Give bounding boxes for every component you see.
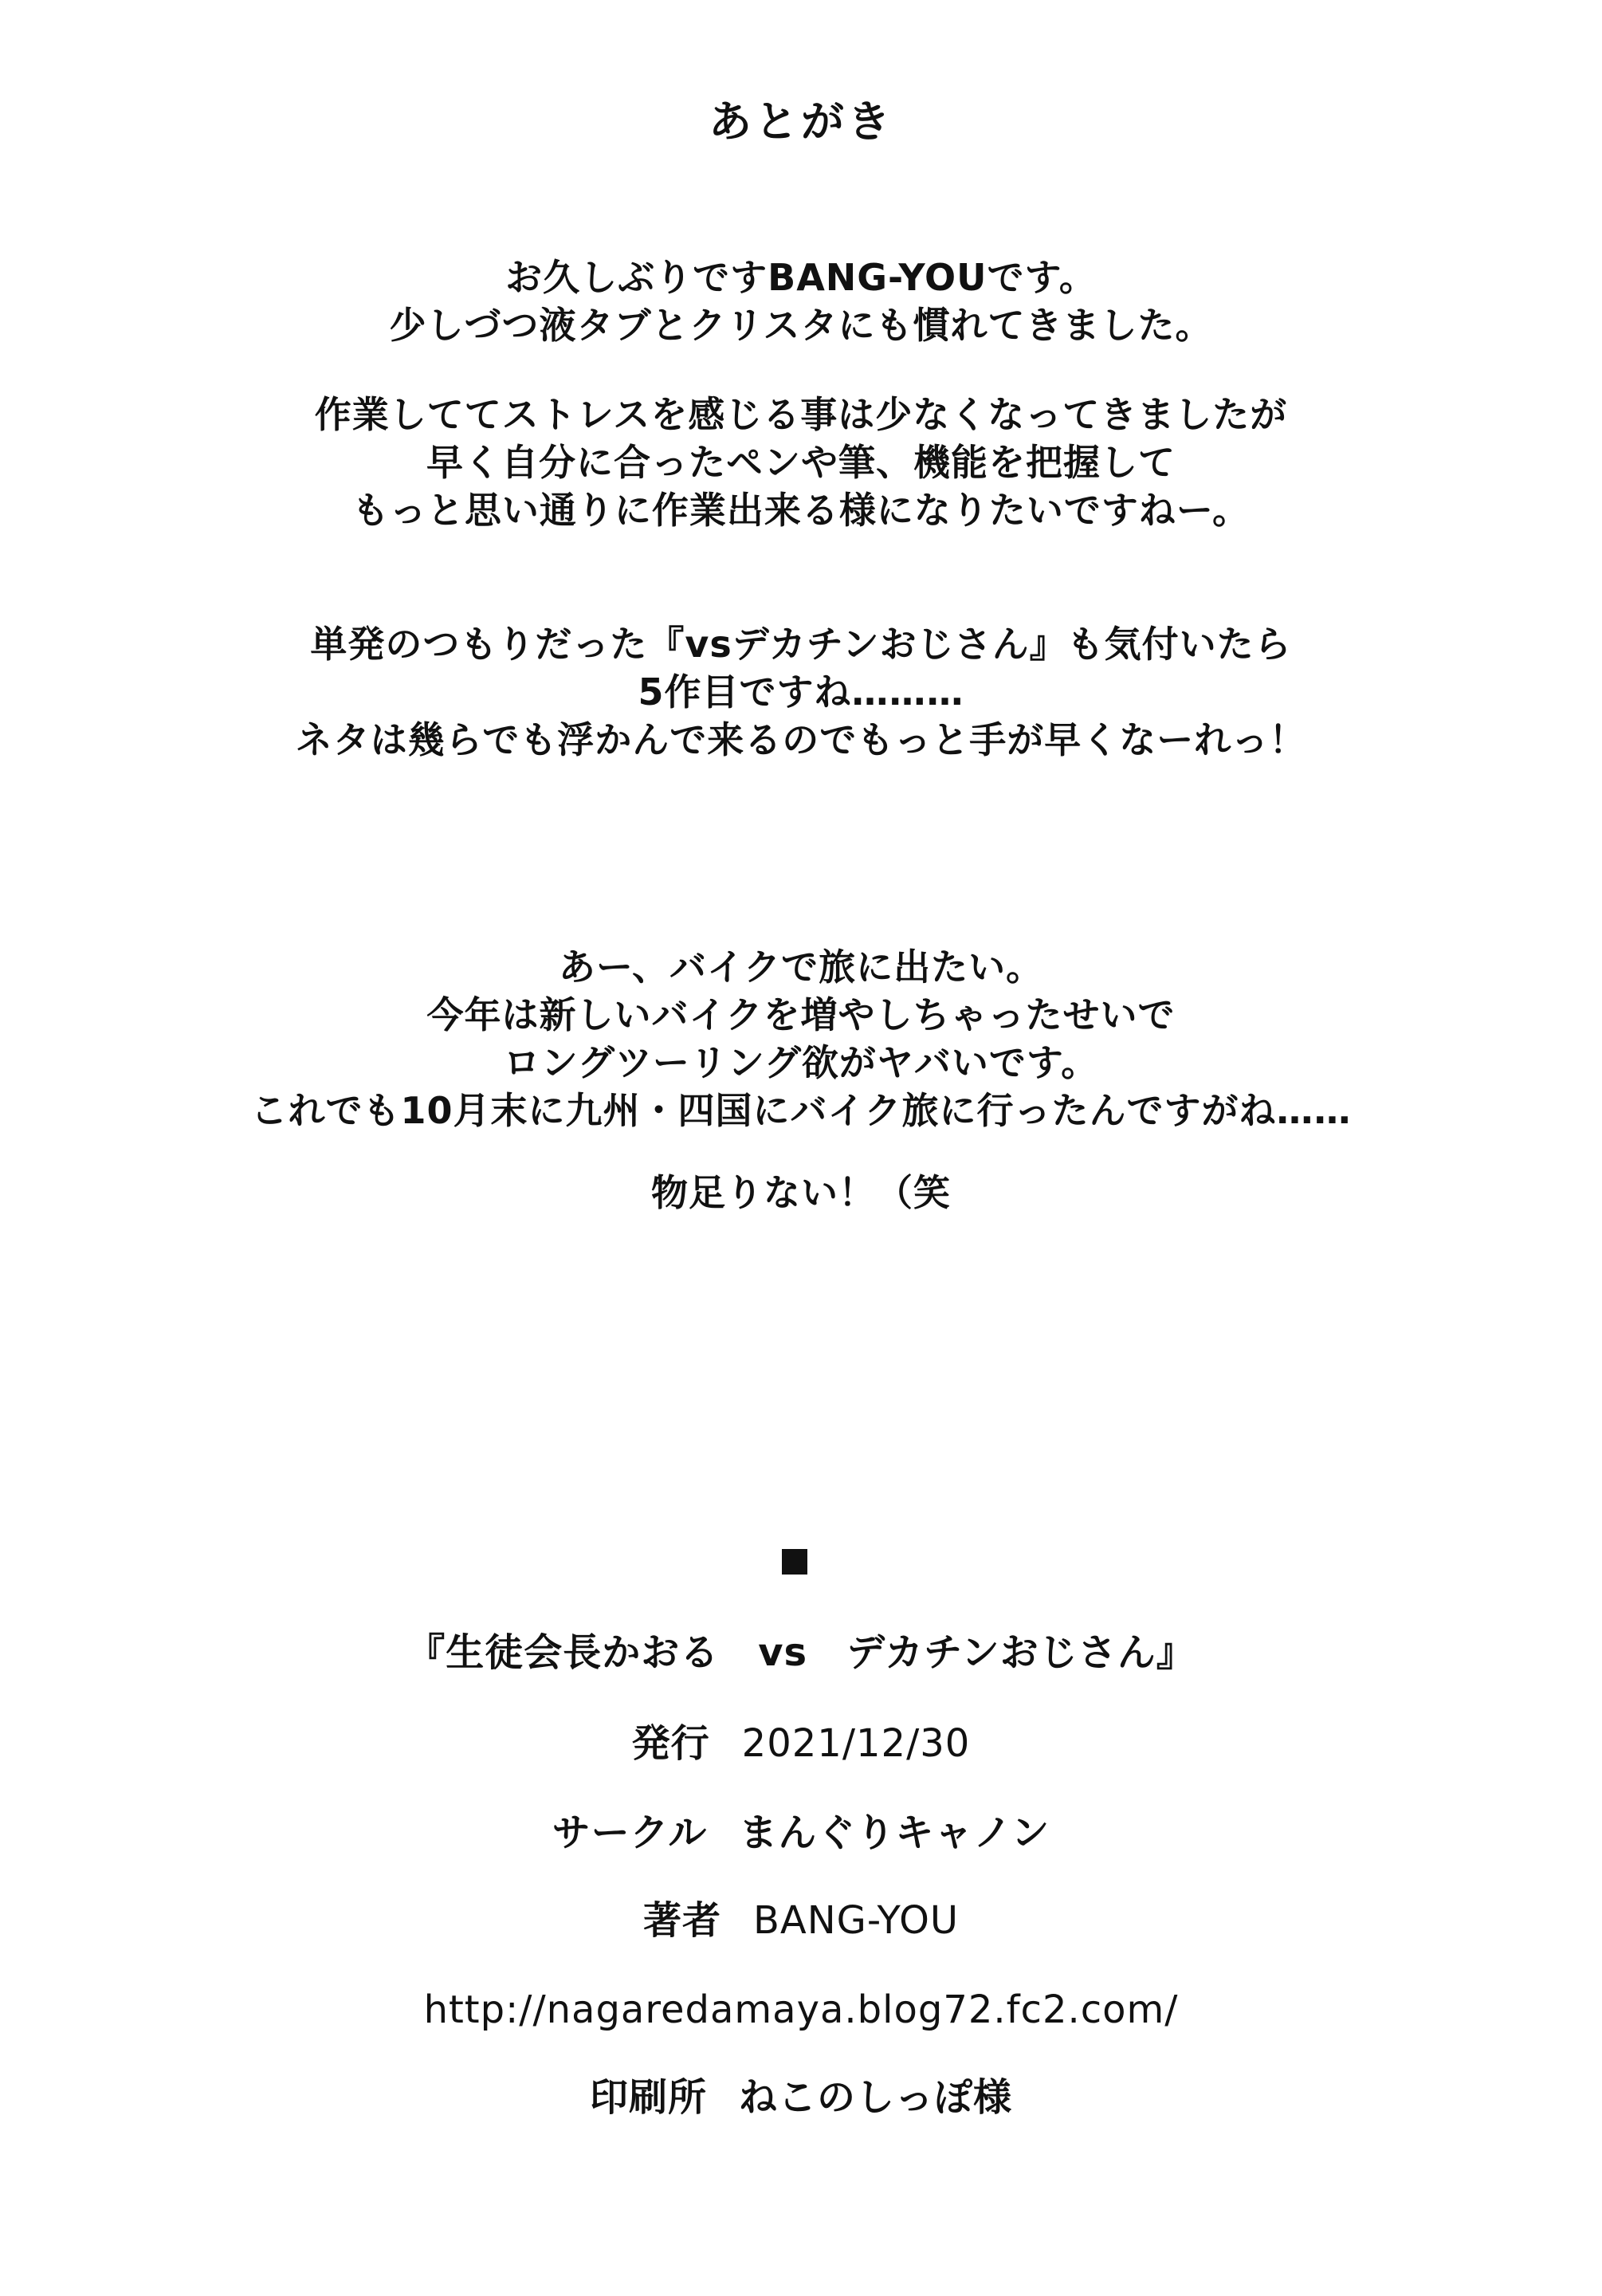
afterword-line: 作業しててストレスを感じる事は少なくなってきましたが <box>314 393 1288 436</box>
afterword-line: もっと思い通りに作業出来る様になりたいですねー。 <box>351 489 1251 532</box>
website-url: http://nagaredamaya.blog72.fc2.com/ <box>423 1987 1179 2032</box>
website-url-row <box>0 1985 1602 2035</box>
afterword-line: ロングツーリング欲がヤバいです。 <box>503 1041 1099 1084</box>
afterword-line: 単発のつもりだった『vsデカチンおじさん』も気付いたら <box>310 623 1292 666</box>
circle-label: サークル <box>552 1810 708 1855</box>
afterword-line: 今年は新しいバイクを増やしちゃったせいで <box>426 993 1176 1036</box>
circle-name: まんぐりキャノン <box>739 1810 1050 1855</box>
afterword-line: 物足りない！（笑 <box>651 1171 951 1214</box>
divider-square-icon <box>782 1549 807 1575</box>
afterword-line: お久しぶりですBANG-YOUです。 <box>505 256 1097 299</box>
afterword-line: 5作目ですね……… <box>638 670 964 714</box>
author-row <box>0 1896 1602 1945</box>
author-label: 著者 <box>642 1898 721 1943</box>
circle-row <box>0 1808 1602 1858</box>
issued-row <box>0 1719 1602 1768</box>
afterword-line: 少しづつ液タブとクリスタにも慣れてきました。 <box>389 304 1213 347</box>
author-name: BANG-YOU <box>752 1898 960 1943</box>
book-title-text: 『生徒会長かおる vs デカチンおじさん』 <box>406 1630 1196 1675</box>
afterword-line: ネタは幾らでも浮かんで来るのでもっと手が早くなーれっ！ <box>295 718 1307 761</box>
printer-name: ねこのしっぽ様 <box>739 2075 1013 2120</box>
issued-label: 発行 <box>631 1721 710 1766</box>
book-title <box>0 1628 1602 1677</box>
printer-label: 印刷所 <box>589 2075 707 2120</box>
page-title: あとがき <box>709 96 893 147</box>
afterword-line: これでも10月末に九州・四国にバイク旅に行ったんですがね…… <box>250 1089 1352 1132</box>
printer-row <box>0 2073 1602 2122</box>
issued-date: 2021/12/30 <box>741 1721 971 1766</box>
afterword-line: あー、バイクで旅に出たい。 <box>558 946 1044 989</box>
afterword-line: 早く自分に合ったペンや筆、機能を把握して <box>426 441 1176 484</box>
